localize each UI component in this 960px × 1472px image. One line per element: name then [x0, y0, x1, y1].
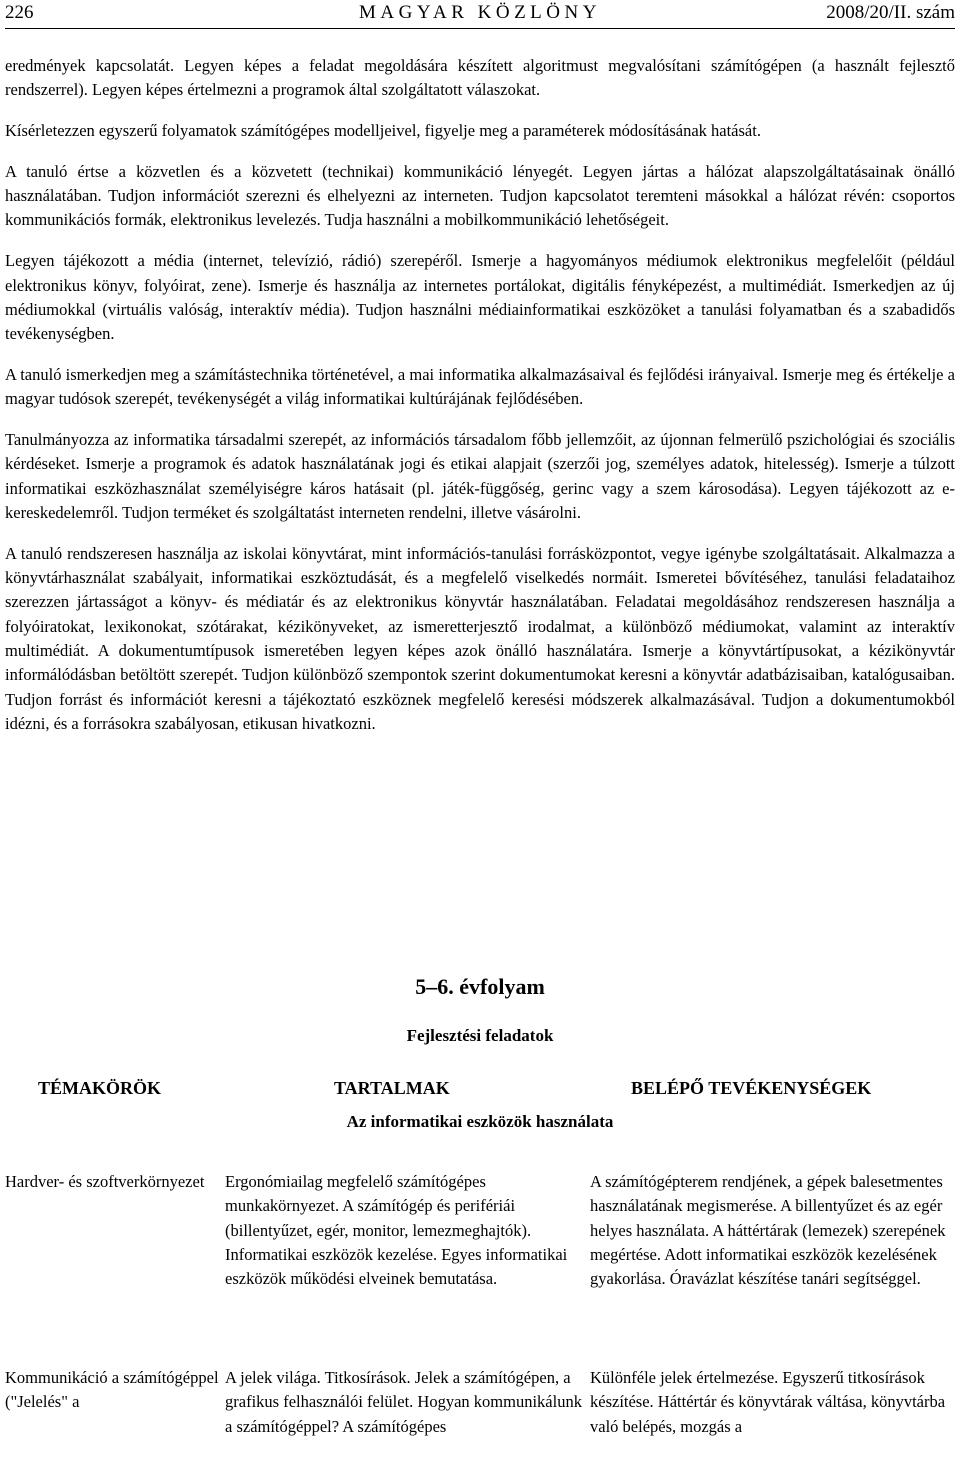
page-header	[5, 0, 955, 26]
development-tasks-heading: Fejlesztési feladatok	[406, 1026, 554, 1045]
topic-cell: Kommunikáció a számítógéppel ("Jelelés" a	[5, 1368, 219, 1412]
paragraph: A tanuló ismerkedjen meg a számítástechnika történetével, a mai informatika alkalmazásaival és fejlődési irányaival. Ismerje meg és értékelje a magyar tudósok szerepét, tevékenységét a világ informatikai kultúrájának fejlődésében.	[5, 364, 955, 409]
page-number: 226	[5, 2, 34, 23]
paragraph: A tanuló rendszeresen használja az iskolai könyvtárat, mint információs-tanulási forrásközpontot, vegye igénybe szolgáltatásait. Alkalmazza a könyvtárhasználat szabályait, informatikai eszköztudását, és a megfelelő viselkedés normáit. Ismeretei bővítéséhez, tanulási feladataihoz szerezzen jártasságot a könyv- és médiatár és az elektronikus könyvtár használatában. Feladatai megoldásához rendszeresen használja a folyóiratokat, lexikonokat, szótárakat, kézikönyveket, az ismeretterjesztő irodalmat, a különböző médiumokat, valamint az interaktív multimédiát. A dokumentumtípusok ismeretében legyen képes azok önálló használatára. Ismerje a könyvtártípusokat, a kézikönyvtár informálódásban betöltött szerepét. Tudjon különböző szempontok szerint dokumentumokat keresni a könyvtár adatbázisaiban, katalógusaiban. Tudjon forrást és információt keresni a tájékoztató eszköznek megfelelő keresési módszerek alkalmazásával. Tudjon a dokumentumokból idézni, és a forrásokra szabályosan, etikusan hivatkozni.	[5, 543, 955, 733]
header-rule	[5, 28, 955, 29]
section-title: Az informatikai eszközök használata	[346, 1112, 614, 1131]
paragraph: A tanuló értse a közvetlen és a közvetett (technikai) kommunikáció lényegét. Legyen jártas a hálózat alapszolgáltatásainak önálló használatában. Tudjon információt szerezni és elhelyezni az interneten. Tudjon kapcsolatot teremteni másokkal a hálózat révén: csoportos kommunikációs formák, elektronikus levelezés. Tudja használni a mobilkommunikáció lehetőségeit.	[5, 161, 955, 230]
curriculum-table	[5, 1170, 955, 1439]
paragraph: Tanulmányozza az informatika társadalmi szerepét, az információs társadalom főbb jellemzőit, az újonnan felmerülő pszichológiai és szociális kérdéseket. Ismerje a programok és adatok használatának jogi és etikai alapjait (szerzői jog, személyes adatok, hitelesség). Ismerje a túlzott informatikai eszközhasználat személyiségre káros hatásait (pl. játék-függőség, gerinc vagy a szem károsodása). Legyen tájékozott az e-kereskedelemről. Tudjon terméket és szolgáltatást interneten rendelni, illetve vásárolni.	[5, 430, 955, 522]
paragraph: Kísérletezzen egyszerű folyamatok számítógépes modelljeivel, figyelje meg a paraméterek módosításának hatását.	[5, 121, 761, 141]
paragraph: eredmények kapcsolatát. Legyen képes a feladat megoldására készített algoritmust megvalósítani számítógépen (a használt fejlesztő rendszerrel). Legyen képes értelmezni a programok által szolgáltatott válaszokat.	[5, 56, 955, 100]
table-row	[5, 1170, 955, 1366]
topic-cell: Hardver- és szoftverkörnyezet	[5, 1172, 205, 1191]
column-header-activities: BELÉPŐ TEVÉKENYSÉGEK	[631, 1078, 872, 1098]
issue-number: 2008/20/II. szám	[826, 2, 955, 23]
column-header-contents: TARTALMAK	[334, 1078, 450, 1098]
activity-cell: Különféle jelek értelmezése. Egyszerű titkosírások készítése. Háttértár és könyvtárak váltása, könyvtárba való belépés, mozgás a	[590, 1368, 946, 1436]
journal-title: MAGYAR KÖZLÖNY	[359, 2, 601, 23]
column-header-topics: TÉMAKÖRÖK	[38, 1078, 162, 1098]
grade-title: 5–6. évfolyam	[415, 974, 545, 999]
content-cell: Ergonómiailag megfelelő számítógépes munkakörnyezet. A számítógép és perifériái (billentyűzet, egér, monitor, lemezmeghajtók). Informatikai eszközök kezelése. Egyes informatikai eszközök működési elveinek bemutatása.	[225, 1172, 568, 1289]
table-row	[5, 1366, 955, 1439]
activity-cell: A számítógépterem rendjének, a gépek balesetmentes használatának megismerése. A billentyűzet és az egér helyes használata. A háttértárak (lemezek) szerepének megértése. Adott informatikai eszközök kezelésének gyakorlása. Óravázlat készítése tanári segítséggel.	[590, 1172, 946, 1289]
column-headers	[0, 1078, 960, 1106]
content-cell: A jelek világa. Titkosírások. Jelek a számítógépen, a grafikus felhasználói felület. Hogyan kommunikálunk a számítógéppel? A számítógépes	[225, 1368, 582, 1436]
paragraph: Legyen tájékozott a média (internet, televízió, rádió) szerepéről. Ismerje a hagyományos médiumok elektronikus megfelelőit (például elektronikus könyv, folyóirat, zene). Ismerje és használja az internetes portálokat, digitális fényképezést, a multimédiát. Ismerkedjen az új médiumokkal (virtuális valóság, interaktív média). Tudjon használni médiainformatikai eszközöket a tanulási folyamatban és a szabadidős tevékenységben.	[5, 251, 955, 344]
body-text	[5, 54, 955, 753]
